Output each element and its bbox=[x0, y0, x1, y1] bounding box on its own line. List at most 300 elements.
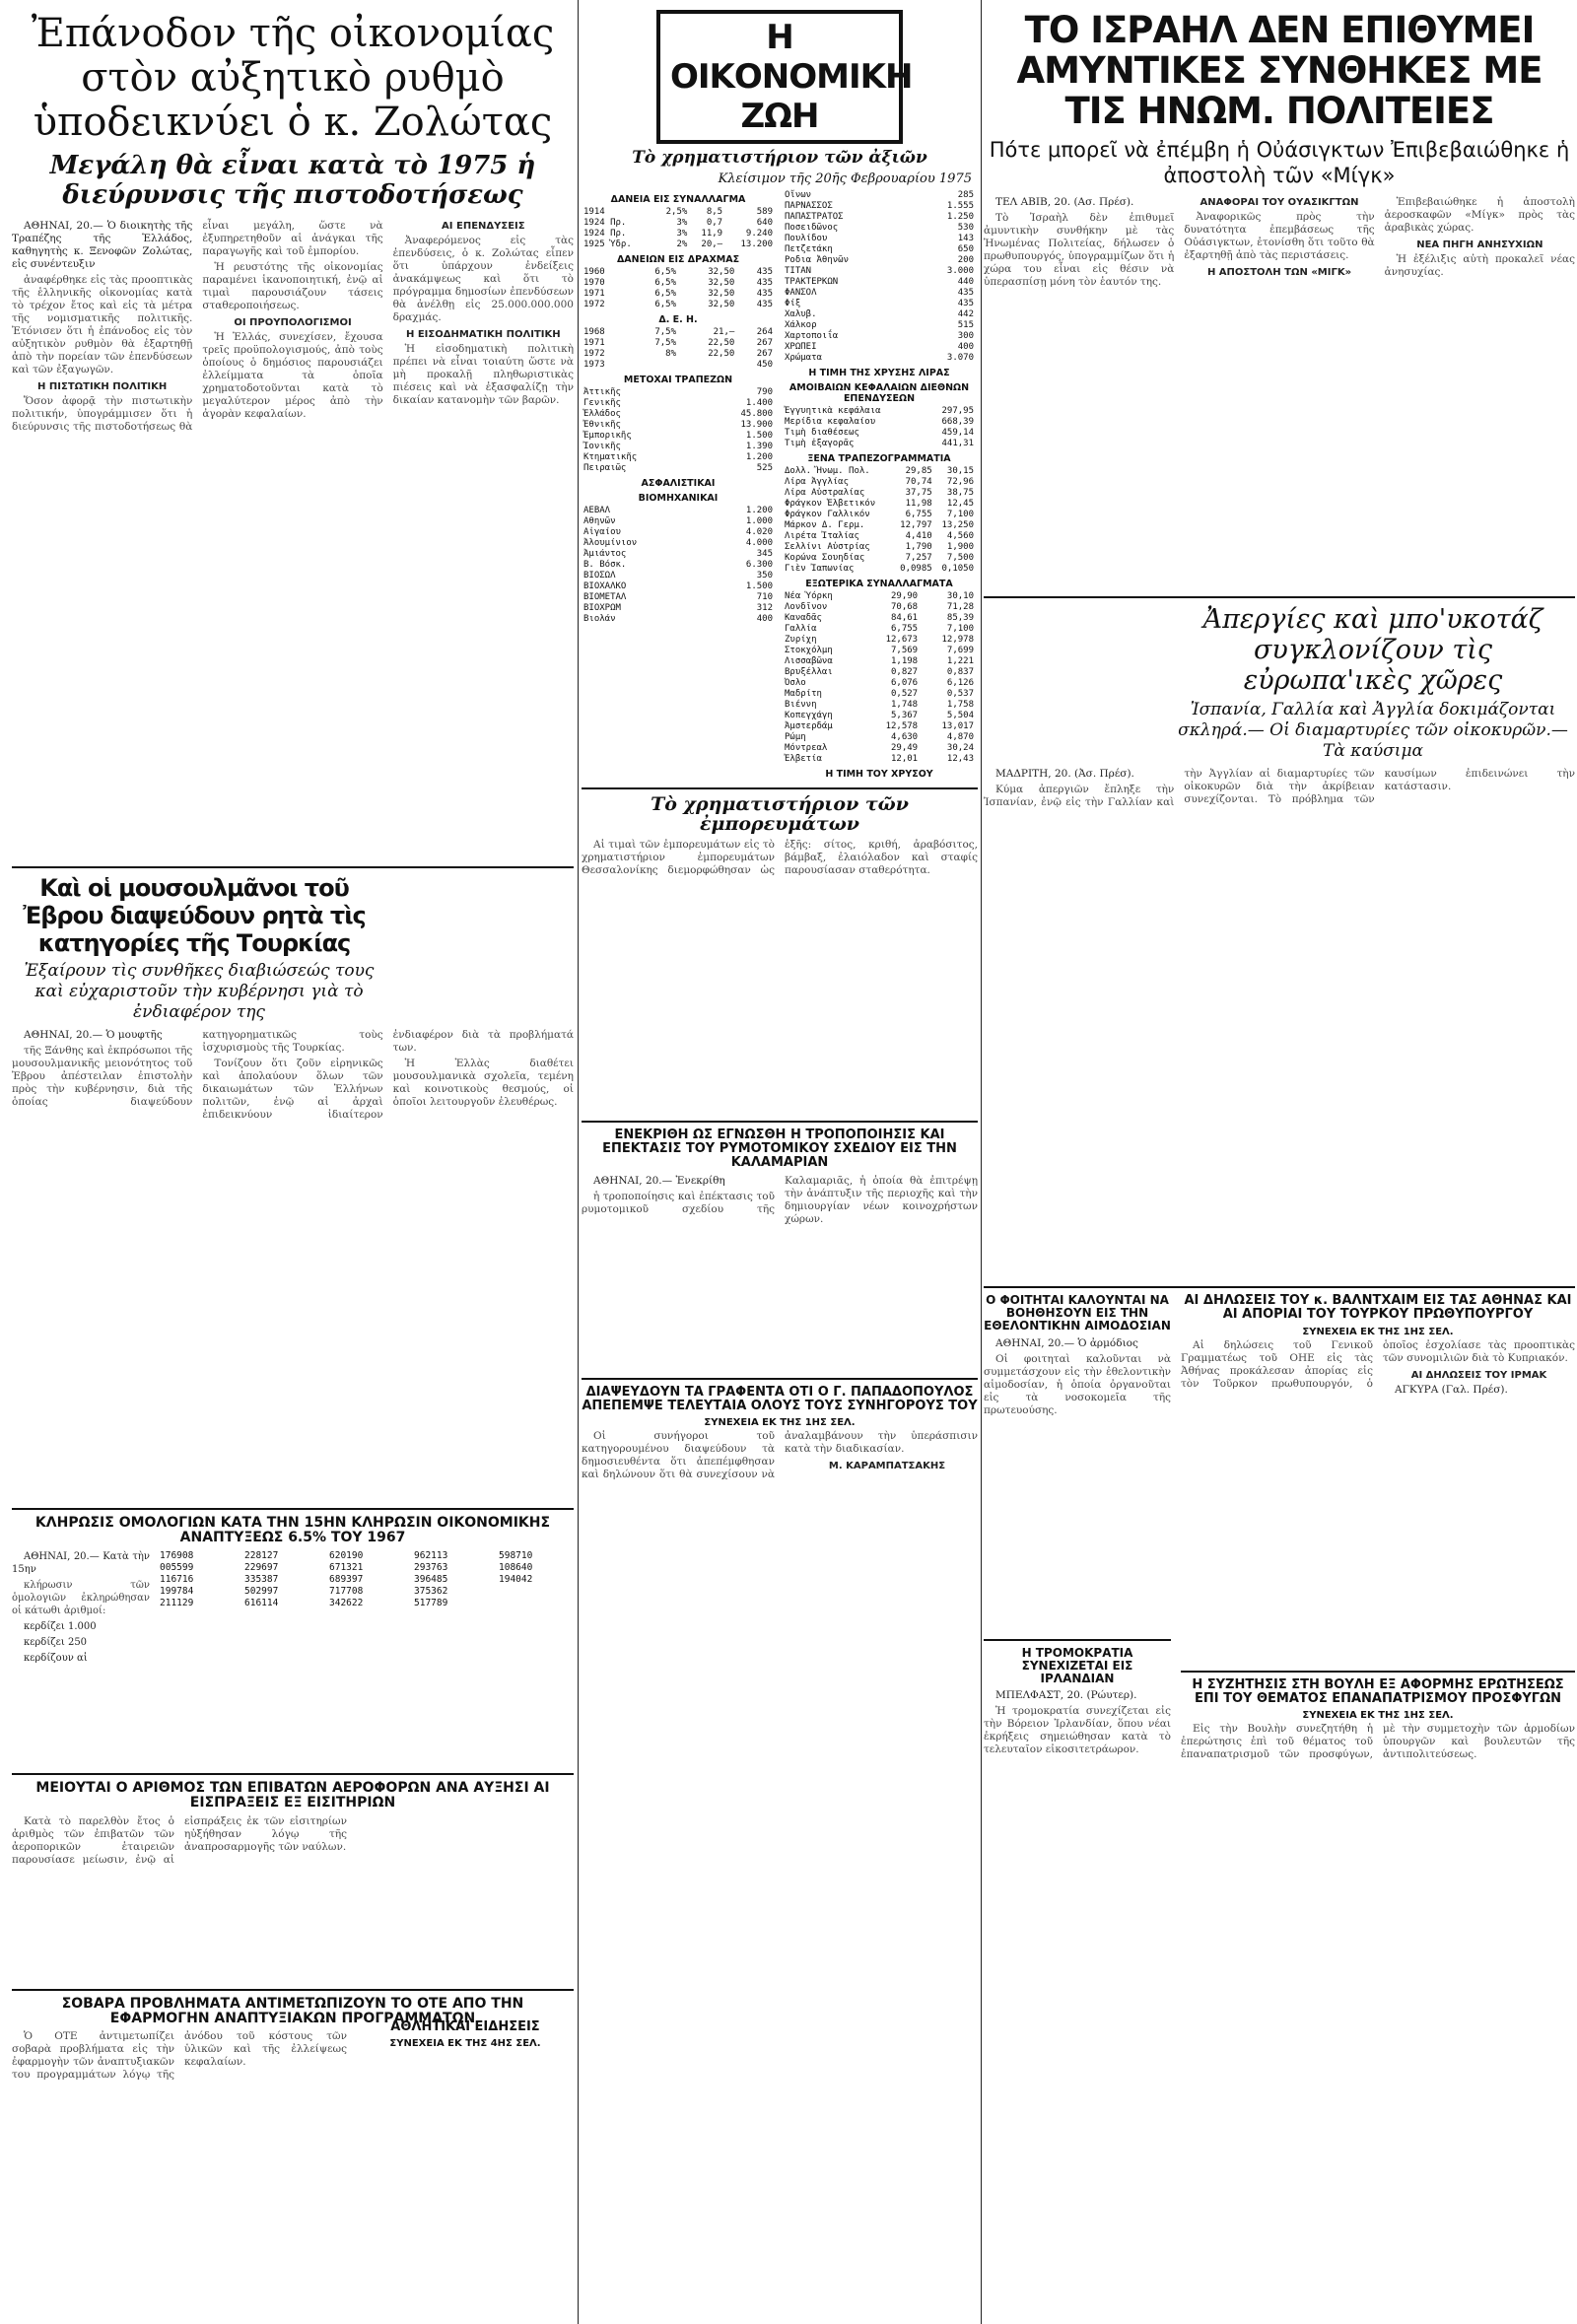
table-cell: 13.900 bbox=[740, 420, 773, 430]
table-cell bbox=[630, 360, 678, 371]
table-cell: 300 bbox=[957, 331, 974, 341]
table-cell: Δολλ. Ἤνωμ. Πολ. bbox=[785, 466, 870, 476]
table-cell: Γαλλία bbox=[785, 624, 817, 634]
table-row bbox=[783, 591, 976, 602]
table-row bbox=[783, 613, 976, 624]
table-cell: 440 bbox=[957, 277, 974, 287]
lottery-number: 176908 bbox=[160, 1549, 194, 1561]
table-cell: 72,96 bbox=[946, 477, 974, 487]
table-cell: 13.200 bbox=[740, 239, 773, 249]
table-cell: 6,076 bbox=[891, 678, 919, 688]
lottery-number: 689397 bbox=[329, 1573, 364, 1585]
table-cell: 6.300 bbox=[745, 560, 773, 570]
table-cell: Ἐλβετία bbox=[785, 754, 822, 764]
table-cell: 1,748 bbox=[891, 700, 919, 710]
table-cell: 29,49 bbox=[891, 743, 919, 753]
table-cell: 790 bbox=[756, 387, 773, 397]
table-row bbox=[783, 510, 976, 520]
terror-body: ΜΠΕΛΦΑΣΤ, 20. (Ρώυτερ). Ἡ τρομοκρατία συνεχίζεται εἰς τὴν Βόρειον Ἰρλανδίαν, ὅπου νέαι ἐκρήξεις σημειώθησαν κατὰ τὸ τελευταῖον εἰκοσιτετράωρον. bbox=[984, 1689, 1171, 1756]
table-row bbox=[783, 320, 976, 331]
table-cell: Ροδια Ἀθηνῶν bbox=[785, 255, 850, 265]
right-subcolumn bbox=[1181, 1294, 1575, 2084]
kalamaria-body: ΑΘΗΝΑΙ, 20.— Ἐνεκρίθη ἡ τροποποίησις καὶ ἐπέκτασις τοῦ ρυμοτομικοῦ σχεδίου τῆς Καλαμαριᾶς, ἡ ὁποία θὰ ἐπιτρέψῃ τὴν ἀνάπτυξιν τῆς περιοχῆς καὶ τὴν δημιουργίαν νέων κοινοχρήστων χώρων. bbox=[582, 1174, 978, 1225]
table-row bbox=[582, 538, 775, 549]
table-cell: 7,257 bbox=[905, 553, 932, 563]
table-row bbox=[783, 553, 976, 564]
evros-subhead: Ἐξαίρουν τὶς συνθῆκες διαβιώσεώς τους καὶ εὐχαριστοῦν τὴν κυβέρνησι γιὰ τὸ ἐνδιαφέρον της bbox=[24, 961, 375, 1022]
table-cell: 0,7 bbox=[706, 218, 723, 228]
table-cell: Βρυξέλλαι bbox=[785, 667, 833, 677]
table-row bbox=[783, 190, 976, 201]
table-row bbox=[783, 277, 976, 288]
loans-table bbox=[582, 207, 775, 250]
strikes-block bbox=[1171, 604, 1575, 762]
table-cell: Λισσαβῶνα bbox=[785, 656, 833, 666]
table-row bbox=[582, 506, 775, 516]
table-row bbox=[582, 571, 775, 581]
right-section bbox=[984, 0, 1575, 2324]
table-cell: Φράγκον Ἑλβετικόν bbox=[785, 499, 876, 509]
industrial-shares-table bbox=[582, 506, 775, 625]
table-cell: 0,827 bbox=[891, 667, 919, 677]
table-row bbox=[783, 520, 976, 531]
table-cell: 0,1050 bbox=[941, 564, 974, 574]
table-row bbox=[783, 743, 976, 754]
table-cell: 1,221 bbox=[946, 656, 974, 666]
table-title: Η ΤΙΜΗ ΤΟΥ ΧΡΥΣΟΥ bbox=[825, 769, 933, 780]
lottery-number: 194042 bbox=[499, 1573, 533, 1585]
table-cell: 1.200 bbox=[745, 452, 773, 462]
table-cell: 38,75 bbox=[946, 488, 974, 498]
lottery-number: 962113 bbox=[414, 1549, 448, 1561]
table-cell: 459,14 bbox=[941, 428, 974, 438]
table-cell: 29,90 bbox=[891, 591, 919, 601]
table-cell: 12,01 bbox=[891, 754, 919, 764]
table-cell: 200 bbox=[957, 255, 974, 265]
table-cell: 5,367 bbox=[891, 711, 919, 720]
table-row bbox=[783, 406, 976, 417]
bank-shares-table bbox=[582, 387, 775, 474]
table-cell: ΤΙΤΑΝ bbox=[785, 266, 812, 276]
subsection-mig: Η ΑΠΟΣΤΟΛΗ ΤΩΝ «ΜΙΓΚ» bbox=[1206, 267, 1352, 278]
table-row bbox=[582, 549, 775, 560]
table-title: Δ. Ε. Η. bbox=[658, 314, 698, 325]
table-cell: 30,10 bbox=[946, 591, 974, 601]
table-cell: Μερίδια κεφαλαίου bbox=[785, 417, 876, 427]
table-row bbox=[783, 428, 976, 439]
lottery-number: 228127 bbox=[244, 1549, 279, 1561]
tables-left bbox=[582, 190, 775, 782]
lottery-number: 616114 bbox=[244, 1597, 279, 1608]
subsection-new-source: ΝΕΑ ΠΗΓΗ ΑΝΗΣΥΧΙΩΝ bbox=[1416, 239, 1543, 250]
vouli-body: Εἰς τὴν Βουλὴν συνεζητήθη ἡ ἐπερώτησις ἐπὶ τοῦ θέματος τοῦ ἐπαναπατρισμοῦ τῶν προσφύγων, μὲ τὴν συμμετοχὴν τῶν ἀρμοδίων ὑπουργῶν καὶ βουλευτῶν τῆς ἀντιπολιτεύσεως. bbox=[1181, 1723, 1575, 1761]
table-cell: 4.000 bbox=[745, 538, 773, 548]
table-title: ΜΕΤΟΧΑΙ ΤΡΑΠΕΖΩΝ bbox=[623, 375, 733, 385]
table-row bbox=[783, 223, 976, 234]
table-cell: 12,578 bbox=[885, 721, 919, 731]
table-cell: 4,560 bbox=[946, 531, 974, 541]
table-cell: ΒΙΟΣΩΛ bbox=[583, 571, 616, 581]
table-cell: 30,24 bbox=[946, 743, 974, 753]
table-cell: Μόντρεαλ bbox=[785, 743, 828, 753]
table-cell: 1,758 bbox=[946, 700, 974, 710]
table-cell: Φράγκον Γαλλικόν bbox=[785, 510, 870, 519]
table-title: ΕΞΩΤΕΡΙΚΑ ΣΥΝΑΛΛΑΓΜΑΤΑ bbox=[805, 579, 953, 589]
table-row bbox=[582, 338, 775, 349]
irmak-subsection: ΑΙ ΔΗΛΩΣΕΙΣ ΤΟΥ ΙΡΜΑΚ bbox=[1410, 1369, 1547, 1381]
table-cell: 1971 bbox=[583, 338, 605, 348]
table-cell: 1.400 bbox=[745, 398, 773, 408]
mutual-funds-table bbox=[783, 406, 976, 449]
table-cell: 21,— bbox=[713, 327, 735, 337]
left-section bbox=[12, 0, 574, 2324]
deh-table bbox=[582, 327, 775, 371]
table-cell: Φίξ bbox=[785, 299, 801, 308]
table-cell: 12,797 bbox=[900, 520, 932, 530]
table-cell: 267 bbox=[756, 338, 773, 348]
table-cell: 435 bbox=[957, 288, 974, 298]
subsection-budgets: ΟΙ ΠΡΟΥΠΟΛΟΓΙΣΜΟΙ bbox=[234, 317, 352, 328]
table-row bbox=[783, 288, 976, 299]
table-cell: 7,500 bbox=[946, 553, 974, 563]
table-cell: Ἐγγυητικὰ κεφάλαια bbox=[785, 406, 881, 416]
table-row bbox=[783, 244, 976, 255]
table-cell: 6,5% bbox=[654, 300, 676, 309]
table-cell: 1.390 bbox=[745, 442, 773, 451]
masthead: Η ΟΙΚΟΝΟΜΙΚΗ ΖΩΗ bbox=[656, 10, 903, 144]
lottery-number: 005599 bbox=[160, 1561, 194, 1573]
table-cell: 84,61 bbox=[891, 613, 919, 623]
table-cell: Ἐμπορικῆς bbox=[583, 431, 632, 441]
stock-exchange-subtitle: Τὸ χρηματιστήριον τῶν ἀξιῶν bbox=[632, 148, 927, 168]
papadopoulos-body: Οἱ συνήγοροι τοῦ κατηγορουμένου διαψεύδουν τὰ δημοσιευθέντα ὅτι ἀπεπέμφθησαν καὶ δηλώνουν ὅτι θὰ συνεχίσουν νὰ ἀναλαμβάνουν τὴν ὑπεράσπισιν κατὰ τὴν διαδικασίαν. Μ. ΚΑΡΑΜΠΑΤΣΑΚΗΣ bbox=[582, 1430, 978, 1481]
israel-subhead: Πότε μπορεῖ νὰ ἐπέμβη ἡ Οὐάσιγκτων Ἐπιβεβαιώθηκε ἡ ἀποστολὴ τῶν «Μίγκ» bbox=[989, 138, 1570, 187]
table-row bbox=[783, 732, 976, 743]
table-row bbox=[582, 527, 775, 538]
middle-section bbox=[582, 0, 978, 2324]
table-cell: 7,100 bbox=[946, 624, 974, 634]
table-row bbox=[582, 360, 775, 371]
table-cell: 4.020 bbox=[745, 527, 773, 537]
table-cell: 1,198 bbox=[891, 656, 919, 666]
table-row bbox=[783, 689, 976, 700]
table-cell: 435 bbox=[756, 278, 773, 288]
lottery-number: 375362 bbox=[414, 1585, 448, 1597]
table-cell: 1971 bbox=[583, 289, 605, 299]
students-headline: Ο ΦΟΙΤΗΤΑΙ ΚΑΛΟΥΝΤΑΙ ΝΑ ΒΟΗΘΗΣΟΥΝ ΕΙΣ ΤΗΝ ΕΘΕΛΟΝΤΙΚΗΝ ΑΙΜΟΔΟΣΙΑΝ bbox=[984, 1293, 1171, 1333]
table-row bbox=[783, 331, 976, 342]
table-row bbox=[783, 564, 976, 575]
table-row bbox=[582, 420, 775, 431]
table-row bbox=[783, 700, 976, 711]
table-cell: Τιμὴ διαθέσεως bbox=[785, 428, 859, 438]
column-rule bbox=[578, 0, 579, 2324]
table-cell: Τιμὴ ἐξαγορᾶς bbox=[785, 439, 855, 448]
table-cell: 7,569 bbox=[891, 646, 919, 655]
table-cell: 1960 bbox=[583, 267, 605, 277]
table-cell: Χρώματα bbox=[785, 353, 822, 363]
table-cell: 22,50 bbox=[708, 338, 735, 348]
lottery-number: 598710 bbox=[499, 1549, 533, 1561]
waldheim-body: Αἱ δηλώσεις τοῦ Γενικοῦ Γραμματέως τοῦ ΟΗΕ εἰς τὰς Ἀθήνας προκάλεσαν ἀπορίας εἰς τὸν Τοῦρκον πρωθυπουργόν, ὁ ὁποῖος ἐσχολίασε τὰς προοπτικὰς τῶν συνομιλιῶν διὰ τὸ Κυπριακόν. ΑΙ ΔΗΛΩΣΕΙΣ ΤΟΥ ΙΡΜΑΚ ΑΓΚΥΡΑ (Γαλ. Πρέσ). bbox=[1181, 1338, 1575, 1396]
table-cell: 530 bbox=[957, 223, 974, 233]
lottery-number-list bbox=[160, 1550, 574, 1767]
table-cell: Χαλυβ. bbox=[785, 309, 817, 319]
table-cell: 11,98 bbox=[905, 499, 932, 509]
table-cell: 1970 bbox=[583, 278, 605, 288]
table-cell: 3% bbox=[676, 218, 688, 228]
table-cell: 1968 bbox=[583, 327, 605, 337]
lottery-number: 517789 bbox=[414, 1597, 448, 1608]
table-cell: Νέα Ὑόρκη bbox=[785, 591, 833, 601]
table-cell: 1.250 bbox=[946, 212, 974, 222]
table-cell: ΠΑΠΑΣΤΡΑΤΟΣ bbox=[785, 212, 844, 222]
table-cell: 6,5% bbox=[654, 267, 676, 277]
table-cell: 71,28 bbox=[946, 602, 974, 612]
subsection-washington: ΑΝΑΦΟΡΑΙ ΤΟΥ ΟΥΑΣΙΚΓΤΩΝ bbox=[1200, 197, 1359, 208]
table-row bbox=[783, 721, 976, 732]
strikes-headline: Ἀπεργίες καὶ μπο'υκοτάζ συγκλονίζουν τὶς εὐρωπα'ικὲς χῶρες bbox=[1202, 604, 1543, 696]
table-row bbox=[783, 266, 976, 277]
table-cell: 85,39 bbox=[946, 613, 974, 623]
table-cell: 7,100 bbox=[946, 510, 974, 519]
table-cell: Ὀσλο bbox=[785, 678, 806, 688]
table-row bbox=[582, 267, 775, 278]
table-cell: 3.070 bbox=[946, 353, 974, 363]
table-cell: 143 bbox=[957, 234, 974, 243]
strikes-article-body: ΜΑΔΡΙΤΗ, 20. (Ἀσ. Πρέσ). Κύμα ἀπεργιῶν ἔπληξε τὴν Ἰσπανίαν, ἐνῷ εἰς τὴν Γαλλίαν καὶ τὴν Ἀγγλίαν αἱ διαμαρτυρίες τῶν οἰκοκυρῶν διὰ τὴν ἀκρίβειαν συνεχίζονται. Τὸ πρόβλημα τῶν καυσίμων ἐπιδεινώνει τὴν κατάστασιν. bbox=[984, 768, 1575, 808]
table-cell: 32,50 bbox=[708, 289, 735, 299]
evros-article-body: ΑΘΗΝΑΙ, 20.— Ὁ μουφτῆς τῆς Ξάνθης καὶ ἐκπρόσωποι τῆς μουσουλμανικῆς μειονότητος τοῦ Ἐβρου ἀπέστειλαν ἐπιστολὴν πρὸς τὴν κυβέρνησιν, διὰ τῆς ὁποίας διαψεύδουν κατηγορηματικῶς τοὺς ἰσχυρισμοὺς τῆς Τουρκίας. Τονίζουν ὅτι ζοῦν εἰρηνικῶς καὶ ἀπολαύουν ὅλων τῶν δικαιωμάτων τῶν Ἑλλήνων πολιτῶν, ἐνῷ αἱ ἀρχαὶ ἐπιδεικνύουν ἰδιαίτερον ἐνδιαφέρον διὰ τὰ προβλήματά των. Ἡ Ἑλλὰς διαθέτει μουσουλμανικὰ σχολεῖα, τεμένη καὶ κοινοτικοὺς θεσμούς, οἱ ὁποῖοι λειτουργοῦν ἐλευθέρως. bbox=[12, 1029, 574, 1121]
table-cell: 12,43 bbox=[946, 754, 974, 764]
banknotes-table bbox=[783, 466, 976, 575]
table-cell: 350 bbox=[756, 571, 773, 581]
table-cell: 6,5% bbox=[654, 278, 676, 288]
commodities-headline: Τὸ χρηματιστήριον τῶν ἐμπορευμάτων bbox=[651, 793, 909, 835]
table-cell: Ρώμη bbox=[785, 732, 806, 742]
table-cell: ΒΙΟΜΕΤΑΛ bbox=[583, 592, 627, 602]
table-row bbox=[783, 299, 976, 309]
table-cell: 1972 bbox=[583, 349, 605, 359]
lottery-dateline: ΑΘΗΝΑΙ, 20.— Κατὰ τὴν 15ην bbox=[12, 1550, 150, 1575]
table-cell: Βιολάν bbox=[583, 614, 616, 624]
table-cell: 285 bbox=[957, 190, 974, 200]
table-cell: Μάρκον Δ. Γερμ. bbox=[785, 520, 865, 530]
table-cell: Βιέννη bbox=[785, 700, 817, 710]
table-cell: Πετζετάκη bbox=[785, 244, 833, 254]
table-row bbox=[582, 207, 775, 218]
byline: Μ. ΚΑΡΑΜΠΑΤΣΑΚΗΣ bbox=[828, 1461, 946, 1472]
table-cell: Λονδῖνον bbox=[785, 602, 828, 612]
papadopoulos-continuation: ΣΥΝΕΧΕΙΑ ΕΚ ΤΗΣ 1ΗΣ ΣΕΛ. bbox=[704, 1417, 856, 1429]
strikes-subhead: Ἰσπανία, Γαλλία καὶ Ἀγγλία δοκιμάζονται σκληρά.— Οἱ διαμαρτυρίες τῶν οἰκοκυρῶν.— Τὰ καύσιμα bbox=[1178, 700, 1568, 761]
table-cell: Ἀμστερδάμ bbox=[785, 721, 833, 731]
table-cell: ΒΙΟΧΡΩΜ bbox=[583, 603, 621, 613]
table-cell: 1973 bbox=[583, 360, 605, 370]
subsection-credit-policy: Η ΠΙΣΤΩΤΙΚΗ ΠΟΛΙΤΙΚΗ bbox=[37, 381, 168, 392]
lottery-number: 502997 bbox=[244, 1585, 279, 1597]
commodities-body: Αἱ τιμαὶ τῶν ἐμπορευμάτων εἰς τὸ χρηματιστήριον ἐμπορευμάτων Θεσσαλονίκης διεμορφώθησαν ὡς ἑξῆς: σίτος, κριθή, ἀραβόσιτος, βάμβαξ, ἐλαιόλαδον καὶ σταφίς παρουσίασαν σταθερότητα. bbox=[582, 838, 978, 876]
table-row bbox=[783, 255, 976, 266]
table-cell: Λιρέτα Ἰταλίας bbox=[785, 531, 859, 541]
table-cell: 650 bbox=[957, 244, 974, 254]
lottery-text: ΑΘΗΝΑΙ, 20.— Κατὰ τὴν 15ην κλήρωσιν τῶν ὁμολογιῶν ἐκληρώθησαν οἱ κάτωθι ἀριθμοί: κερδίζει 1.000 κερδίζει 250 κερδίζουν αἱ bbox=[12, 1550, 150, 1664]
table-row bbox=[783, 711, 976, 721]
evros-dateline: ΑΘΗΝΑΙ, 20.— Ὁ μουφτῆς bbox=[24, 1029, 163, 1041]
lottery-prize: κερδίζει 1.000 bbox=[24, 1620, 97, 1632]
table-cell: Κτηματικῆς bbox=[583, 452, 638, 462]
lottery-number: 229697 bbox=[244, 1561, 279, 1573]
table-cell: 710 bbox=[756, 592, 773, 602]
closing-date: Κλείσιμον τῆς 20ῆς Φεβρουαρίου 1975 bbox=[718, 171, 972, 186]
table-row bbox=[783, 477, 976, 488]
table-cell: 515 bbox=[957, 320, 974, 330]
table-cell: 7,5% bbox=[654, 327, 676, 337]
table-cell: 11,9 bbox=[701, 229, 723, 239]
table-cell: Ἐθνικῆς bbox=[583, 420, 621, 430]
table-row bbox=[783, 542, 976, 553]
table-row bbox=[783, 342, 976, 353]
strikes-dateline: ΜΑΔΡΙΤΗ, 20. (Ἀσ. Πρέσ). bbox=[995, 768, 1134, 780]
ote-headline: ΣΟΒΑΡΑ ΠΡΟΒΛΗΜΑΤΑ ΑΝΤΙΜΕΤΩΠΙΖΟΥΝ ΤΟ ΟΤΕ ΑΠΟ ΤΗΝ ΕΦΑΡΜΟΓΗΝ ΑΝΑΠΤΥΞΙΑΚΩΝ ΠΡΟΓΡΑΜΜΑΤΩΝ bbox=[61, 1995, 524, 2026]
table-cell: 12,978 bbox=[941, 635, 974, 645]
table-title: ΔΑΝΕΙΑ ΕΙΣ ΣΥΝΑΛΛΑΓΜΑ bbox=[610, 194, 746, 205]
table-cell: 12,673 bbox=[885, 635, 919, 645]
table-cell: 45.800 bbox=[740, 409, 773, 419]
table-cell: 2,5% bbox=[665, 207, 688, 217]
table-cell: 6,755 bbox=[905, 510, 932, 519]
table-cell: Ἑλλάδος bbox=[583, 409, 621, 419]
table-row bbox=[582, 516, 775, 527]
table-cell: 267 bbox=[756, 349, 773, 359]
table-title: ΔΑΝΕΙΩΝ ΕΙΣ ΔΡΑΧΜΑΣ bbox=[616, 254, 740, 265]
table-cell: 3.000 bbox=[946, 266, 974, 276]
table-cell: Ἀμιάντος bbox=[583, 549, 627, 559]
table-row bbox=[783, 667, 976, 678]
table-row bbox=[783, 635, 976, 646]
table-cell: Γιὲν Ἰαπωνίας bbox=[785, 564, 855, 574]
table-row bbox=[783, 212, 976, 223]
table-cell: 8% bbox=[665, 349, 676, 359]
table-row bbox=[783, 439, 976, 449]
israel-dateline: ΤΕΛ ΑΒΙΒ, 20. (Ασ. Πρέσ). bbox=[995, 196, 1134, 208]
subsection-investments: ΑΙ ΕΠΕΝΔΥΣΕΙΣ bbox=[442, 221, 525, 232]
table-cell: 4,870 bbox=[946, 732, 974, 742]
students-dateline: ΑΘΗΝΑΙ, 20.— Ὁ ἀρμόδιος bbox=[995, 1336, 1138, 1349]
table-cell: 0,527 bbox=[891, 689, 919, 699]
table-cell: 435 bbox=[756, 267, 773, 277]
table-cell: Σελλίνι Αὐστρίας bbox=[785, 542, 870, 552]
table-cell: Λίρα Ἀγγλίας bbox=[785, 477, 850, 487]
table-cell: 400 bbox=[756, 614, 773, 624]
lottery-number: 293763 bbox=[414, 1561, 448, 1573]
table-row bbox=[582, 278, 775, 289]
shares-table bbox=[783, 190, 976, 364]
irmak-dateline: ΑΓΚΥΡΑ (Γαλ. Πρέσ). bbox=[1395, 1383, 1508, 1396]
table-row bbox=[783, 488, 976, 499]
table-cell: 20,— bbox=[701, 239, 723, 249]
aircraft-headline: ΜΕΙΟΥΤΑΙ Ο ΑΡΙΘΜΟΣ ΤΩΝ ΕΠΙΒΑΤΩΝ ΑΕΡΟΦΟΡΩΝ ΑΝΑ ΑΥΞΗΣΙ ΑΙ ΕΙΣΠΡΑΞΕΙΣ ΕΞ ΕΙΣΙΤΗΡΙΩΝ bbox=[35, 1779, 550, 1811]
table-row bbox=[582, 327, 775, 338]
table-cell: 0,537 bbox=[946, 689, 974, 699]
evros-headline: Καὶ οἱ μουσουλμᾶνοι τοῦ Ἐβρου διαψεύδουν ρητὰ τὶς κατηγορίες τῆς Τουρκίας bbox=[23, 874, 366, 957]
table-row bbox=[783, 656, 976, 667]
table-cell: 442 bbox=[957, 309, 974, 319]
table-cell: 22,50 bbox=[708, 349, 735, 359]
table-cell: ΠΑΡΝΑΣΣΟΣ bbox=[785, 201, 833, 211]
lottery-number: 620190 bbox=[329, 1549, 364, 1561]
table-cell: 1925 Ὑδρ. bbox=[583, 239, 632, 249]
table-cell: 400 bbox=[957, 342, 974, 352]
table-cell: 32,50 bbox=[708, 267, 735, 277]
lottery-number: 335387 bbox=[244, 1573, 279, 1585]
table-cell: Μαδρίτη bbox=[785, 689, 822, 699]
table-cell: 13,017 bbox=[941, 721, 974, 731]
table-cell: ΑΕΒΑΛ bbox=[583, 506, 611, 515]
table-cell: 1.500 bbox=[745, 431, 773, 441]
table-cell bbox=[678, 360, 736, 371]
kalamaria-headline: ΕΝΕΚΡΙΘΗ ΩΣ ΕΓΝΩΣΘΗ Η ΤΡΟΠΟΠΟΙΗΣΙΣ ΚΑΙ ΕΠΕΚΤΑΣΙΣ ΤΟΥ ΡΥΜΟΤΟΜΙΚΟΥ ΣΧΕΔΙΟΥ ΕΙΣ ΤΗΝ ΚΑΛΑΜΑΡΙΑΝ bbox=[602, 1127, 957, 1171]
lottery-number: 211129 bbox=[160, 1597, 194, 1608]
table-cell: 30,15 bbox=[946, 466, 974, 476]
table-title: ΞΕΝΑ ΤΡΑΠΕΖΟΓΡΑΜΜΑΤΙΑ bbox=[807, 453, 951, 464]
table-row bbox=[783, 234, 976, 244]
table-cell: 37,75 bbox=[905, 488, 932, 498]
table-row bbox=[582, 229, 775, 239]
table-cell: 7,699 bbox=[946, 646, 974, 655]
table-cell: 70,68 bbox=[891, 602, 919, 612]
lottery-number: 671321 bbox=[329, 1561, 364, 1573]
table-title: ΑΣΦΑΛΙΣΤΙΚΑΙ bbox=[641, 478, 716, 489]
table-row bbox=[582, 592, 775, 603]
athletic-title: ΑΘΛΗΤΙΚΑΙ ΕΙΔΗΣΕΙΣ bbox=[390, 2019, 540, 2034]
israel-headline: ΤΟ ΙΣΡΑΗΛ ΔΕΝ ΕΠΙΘΥΜΕΙ ΑΜΥΝΤΙΚΕΣ ΣΥΝΘΗΚΕΣ ΜΕ ΤΙΣ ΗΝΩΜ. ΠΟΛΙΤΕΙΕΣ bbox=[1016, 9, 1543, 132]
table-cell: 12,45 bbox=[946, 499, 974, 509]
table-cell: Οἴνων bbox=[785, 190, 812, 200]
waldheim-headline: ΑΙ ΔΗΛΩΣΕΙΣ ΤΟΥ κ. ΒΑΛΝΤΧΑΙΜ ΕΙΣ ΤΑΣ ΑΘΗΝΑΣ ΚΑΙ ΑΙ ΑΠΟΡΙΑΙ ΤΟΥ ΤΟΥΡΚΟΥ ΠΡΩΘΥΠΟΥΡΓΟΥ bbox=[1184, 1293, 1572, 1323]
table-cell: 1.555 bbox=[946, 201, 974, 211]
subsection-income-policy: Η ΕΙΣΟΔΗΜΑΤΙΚΗ ΠΟΛΙΤΙΚΗ bbox=[405, 329, 561, 340]
left-subcolumn bbox=[984, 1294, 1171, 2084]
table-row bbox=[582, 289, 775, 300]
table-cell: Ποσειδῶνος bbox=[785, 223, 839, 233]
table-row bbox=[582, 603, 775, 614]
table-cell: Κορώνα Σουηδίας bbox=[785, 553, 865, 563]
table-cell: Πειραιῶς bbox=[583, 463, 627, 473]
table-cell: 9.240 bbox=[745, 229, 773, 239]
table-cell: 589 bbox=[756, 207, 773, 217]
table-row bbox=[582, 300, 775, 310]
table-row bbox=[783, 602, 976, 613]
table-cell: 450 bbox=[756, 360, 773, 370]
table-row bbox=[582, 581, 775, 592]
lottery-headline: ΚΛΗΡΩΣΙΣ ΟΜΟΛΟΓΙΩΝ ΚΑΤΑ ΤΗΝ 15ΗΝ ΚΛΗΡΩΣΙΝ ΟΙΚΟΝΟΜΙΚΗΣ ΑΝΑΠΤΥΞΕΩΣ 6.5% ΤΟΥ 1967 bbox=[34, 1515, 551, 1546]
kalamaria-dateline: ΑΘΗΝΑΙ, 20.— Ἐνεκρίθη bbox=[593, 1174, 725, 1187]
table-cell: 1924 Πρ. bbox=[583, 229, 627, 239]
vouli-headline: Η ΣΥΖΗΤΗΣΙΣ ΣΤΗ ΒΟΥΛΗ ΕΞ ΑΦΟΡΜΗΣ ΕΡΩΤΗΣΕΩΣ ΕΠΙ ΤΟΥ ΘΕΜΑΤΟΣ ΕΠΑΝΑΠΑΤΡΙΣΜΟΥ ΠΡΟΣΦΥΓΩΝ bbox=[1192, 1676, 1564, 1706]
table-row bbox=[582, 398, 775, 409]
table-cell: 1,790 bbox=[905, 542, 932, 552]
table-title: ΑΜΟΙΒΑΙΩΝ ΚΕΦΑΛΑΙΩΝ ΔΙΕΘΝΩΝ ΕΠΕΝΔΥΣΕΩΝ bbox=[788, 382, 970, 404]
table-cell: Ζυρίχη bbox=[785, 635, 817, 645]
athletic-box bbox=[357, 2020, 574, 2051]
lottery-prize: κερδίζει 250 bbox=[24, 1636, 88, 1648]
table-cell: Αἰγαίου bbox=[583, 527, 621, 537]
table-row bbox=[783, 624, 976, 635]
table-cell: 668,39 bbox=[941, 417, 974, 427]
table-cell: Κοπεγχάγη bbox=[785, 711, 833, 720]
tables-right bbox=[783, 190, 976, 782]
